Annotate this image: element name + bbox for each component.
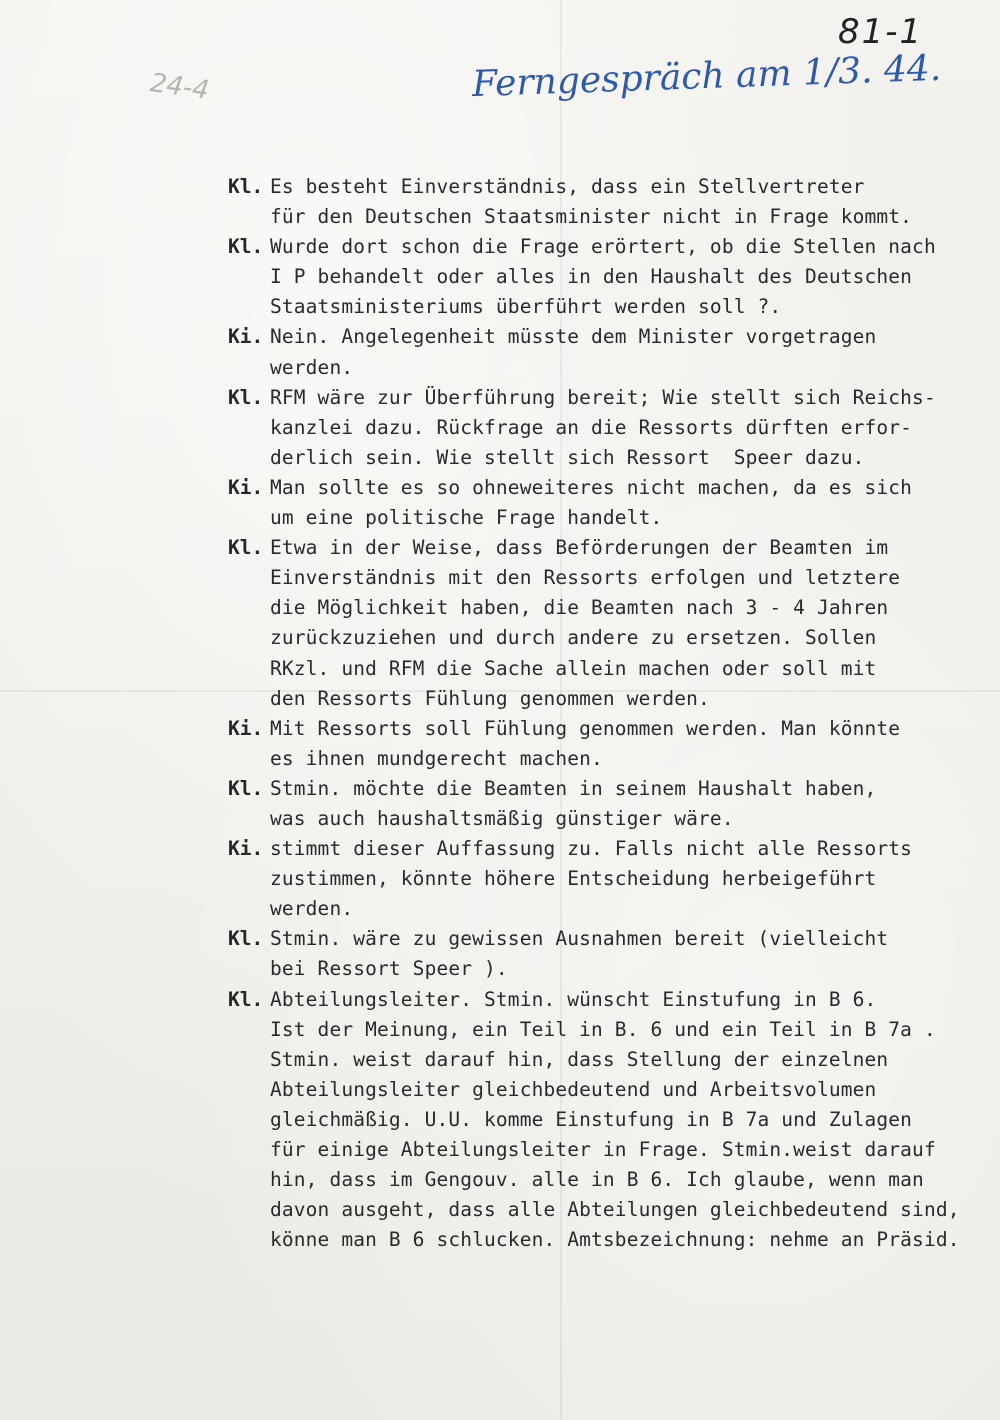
entry-text [270,473,988,533]
text-line: RKzl. und RFM die Sache allein machen oder soll mit [270,656,877,680]
text-line: werden. [270,897,354,921]
transcript-entry [228,533,988,714]
text-line: Mit Ressorts soll Fühlung genommen werden. Man könnte [270,716,901,740]
archive-number: 81-1 [838,12,924,52]
text-line: Ist der Meinung, ein Teil in B. 6 und ein Teil in B 7a . [270,1017,936,1041]
entry-text [270,714,988,774]
transcript-entry [228,232,988,322]
text-line: um eine politische Frage handelt. [270,506,663,530]
transcript-body [228,172,988,1255]
text-line: für einige Abteilungsleiter in Frage. Stmin.weist darauf [270,1138,936,1161]
transcript-entry [228,322,988,382]
speaker-label: Ki. [228,716,264,740]
text-line: Staatsministeriums überführt werden soll ?. [270,295,782,319]
speaker-label: Kl. [228,385,264,409]
entry-text [270,834,988,924]
transcript-entry [228,924,988,984]
text-line: kanzlei dazu. Rückfrage an die Ressorts dürften erfor- [270,415,913,439]
text-line: den Ressorts Fühlung genommen werden. [270,686,710,710]
entry-text [270,232,988,322]
handwritten-header: Ferngespräch am 1/3. 44. [471,47,942,106]
text-line: zustimmen, könnte höhere Entscheidung herbeigeführt [270,867,877,891]
transcript-entry [228,985,988,1256]
transcript-entry [228,172,988,232]
entry-text [270,322,988,382]
text-line: derlich sein. Wie stellt sich Ressort Speer dazu. [270,445,865,469]
text-line: I P behandelt oder alles in den Haushalt des Deutschen [270,265,913,289]
text-line: bei Ressort Speer ). [270,957,508,981]
text-line: könne man B 6 schlucken. Amtsbezeichnung: nehme an Präsid. [270,1228,960,1252]
text-line: Nein. Angelegenheit müsste dem Minister vorgetragen [270,325,877,349]
pencil-note: 24-4 [148,68,211,106]
transcript-entry [228,774,988,834]
speaker-label: Ki. [228,475,264,499]
text-line: Etwa in der Weise, dass Beförderungen der Beamten im [270,536,889,560]
entry-text [270,383,988,473]
text-line: hin, dass im Gengouv. alle in B 6. Ich glaube, wenn man [270,1168,924,1192]
speaker-label: Kl. [228,536,264,560]
text-line: was auch haushaltsmäßig günstiger wäre. [270,806,734,830]
text-line: Stmin. weist darauf hin, dass Stellung der einzelnen [270,1047,889,1071]
entry-text [270,172,988,232]
transcript-entry [228,473,988,533]
text-line: Abteilungsleiter gleichbedeutend und Arbeitsvolumen [270,1077,877,1101]
text-line: Stmin. möchte die Beamten in seinem Haushalt haben, [270,776,877,800]
speaker-label: Ki. [228,837,264,861]
entry-text [270,774,988,834]
text-line: stimmt dieser Auffassung zu. Falls nicht alle Ressorts [270,837,913,861]
text-line: für den Deutschen Staatsminister nicht in Frage kommt. [270,205,913,229]
text-line: gleichmäßig. U.U. komme Einstufung in B 7a und Zulagen [270,1107,913,1131]
text-line: es ihnen mundgerecht machen. [270,746,603,770]
text-line: Man sollte es so ohneweiteres nicht machen, da es sich [270,475,913,499]
transcript-entry [228,834,988,924]
text-line: werden. [270,355,354,379]
text-line: Einverständnis mit den Ressorts erfolgen und letztere [270,566,901,590]
speaker-label: Kl. [228,175,264,198]
speaker-label: Ki. [228,325,264,349]
text-line: die Möglichkeit haben, die Beamten nach 3 - 4 Jahren [270,596,889,620]
transcript-entry [228,383,988,473]
text-line: zurückzuziehen und durch andere zu ersetzen. Sollen [270,626,877,650]
speaker-label: Kl. [228,776,264,800]
text-line: Wurde dort schon die Frage erörtert, ob die Stellen nach [270,235,936,259]
text-line: Es besteht Einverständnis, dass ein Stellvertreter [270,175,865,198]
transcript-entry [228,714,988,774]
speaker-label: Kl. [228,235,264,259]
speaker-label: Kl. [228,987,264,1011]
speaker-label: Kl. [228,927,264,951]
text-line: RFM wäre zur Überführung bereit; Wie stellt sich Reichs- [270,385,936,409]
text-line: Stmin. wäre zu gewissen Ausnahmen bereit (vielleicht [270,927,889,951]
text-line: davon ausgeht, dass alle Abteilungen gleichbedeutend sind, [270,1198,960,1222]
entry-text [270,533,988,714]
text-line: Abteilungsleiter. Stmin. wünscht Einstufung in B 6. [270,987,877,1011]
entry-text [270,924,988,984]
entry-text [270,985,988,1256]
